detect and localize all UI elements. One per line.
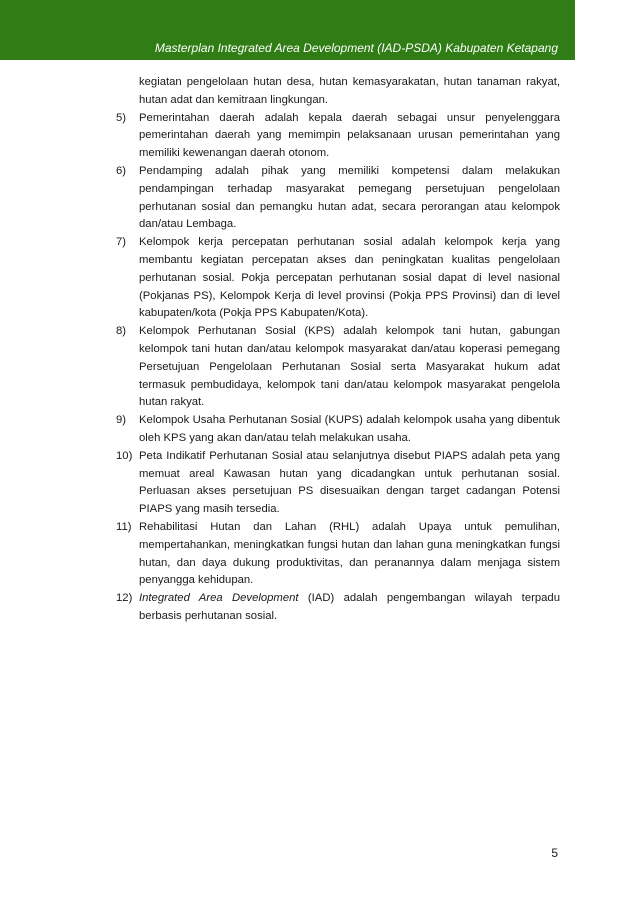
list-item xyxy=(116,590,560,626)
item-number: 12) xyxy=(116,592,133,605)
item-text: Pendamping adalah pihak yang memiliki kompetensi dalam melakukan pendampingan terhadap masyarakat pemegang persetujuan pengelolaan perhutanan sosial dan pemangku hutan adat, secara perorangan atau kelompok dan/atau Lembaga. xyxy=(139,164,560,231)
item-text: Peta Indikatif Perhutanan Sosial atau selanjutnya disebut PIAPS adalah peta yang memuat areal Kawasan hutan yang dicadangkan untuk perhutanan sosial. Perluasan akses persetujuan PS disesuaikan dengan target cadangan Potensi PIAPS yang masih tersedia. xyxy=(139,449,560,516)
definitions-list xyxy=(116,74,560,626)
list-item xyxy=(116,163,560,234)
item-number: 5) xyxy=(116,111,127,124)
list-item xyxy=(116,519,560,590)
running-header: Masterplan Integrated Area Development (IAD-PSDA) Kabupaten Ketapang xyxy=(154,41,558,55)
item-text: Rehabilitasi Hutan dan Lahan (RHL) adalah Upaya untuk pemulihan, mempertahankan, meningkatkan fungsi hutan dan lahan guna meningkatkan fungsi hutan, dan daya dukung produktivitas, dan peranannya dalam menjaga sistem penyangga kehidupan. xyxy=(139,520,560,587)
item-number: 10) xyxy=(116,449,133,462)
item-number: 6) xyxy=(116,164,127,177)
item-number: 7) xyxy=(116,236,127,249)
list-item xyxy=(116,110,560,163)
item-definition: (IAD) adalah pengembangan wilayah terpadu berbasis perhutanan sosial. xyxy=(139,592,560,622)
list-item xyxy=(116,234,560,323)
list-item xyxy=(116,412,560,448)
continuation-paragraph: kegiatan pengelolaan hutan desa, hutan kemasyarakatan, hutan tanaman rakyat, hutan adat dan kemitraan lingkungan. xyxy=(139,76,560,106)
list-item xyxy=(116,323,560,412)
item-number: 11) xyxy=(116,520,132,533)
item-number: 9) xyxy=(116,414,127,427)
item-text: Kelompok Perhutanan Sosial (KPS) adalah kelompok tani hutan, gabungan kelompok tani hutan dan/atau kelompok masyarakat dan/atau koperasi pemegang Persetujuan Pengelolaan Perhutanan Sosial serta Masyarakat hukum adat termasuk pembudidaya, kelompok tani dan/atau kelompok masyarakat pengelola hutan rakyat. xyxy=(139,325,560,409)
item-text xyxy=(139,590,560,626)
item-term: Integrated Area Development xyxy=(139,592,299,605)
page-number: 5 xyxy=(551,846,558,860)
item-text: Kelompok Usaha Perhutanan Sosial (KUPS) adalah kelompok usaha yang dibentuk oleh KPS yang akan dan/atau telah melakukan usaha. xyxy=(139,414,560,444)
item-number: 8) xyxy=(116,325,127,338)
item-text: Pemerintahan daerah adalah kepala daerah sebagai unsur penyelenggara pemerintahan daerah yang memimpin pelaksanaan urusan pemerintahan yang memiliki kewenangan daerah otonom. xyxy=(139,111,560,160)
list-item xyxy=(116,448,560,519)
item-text: Kelompok kerja percepatan perhutanan sosial adalah kelompok kerja yang membantu kegiatan percepatan akses dan peningkatan kualitas pengelolaan perhutanan sosial. Pokja percepatan perhutanan sosial dapat di level nasional (Pokjanas PS), Kelompok Kerja di level provinsi (Pokja PPS Provinsi) dan di level kabupaten/kota (Pokja PPS Kabupaten/Kota). xyxy=(139,236,560,320)
